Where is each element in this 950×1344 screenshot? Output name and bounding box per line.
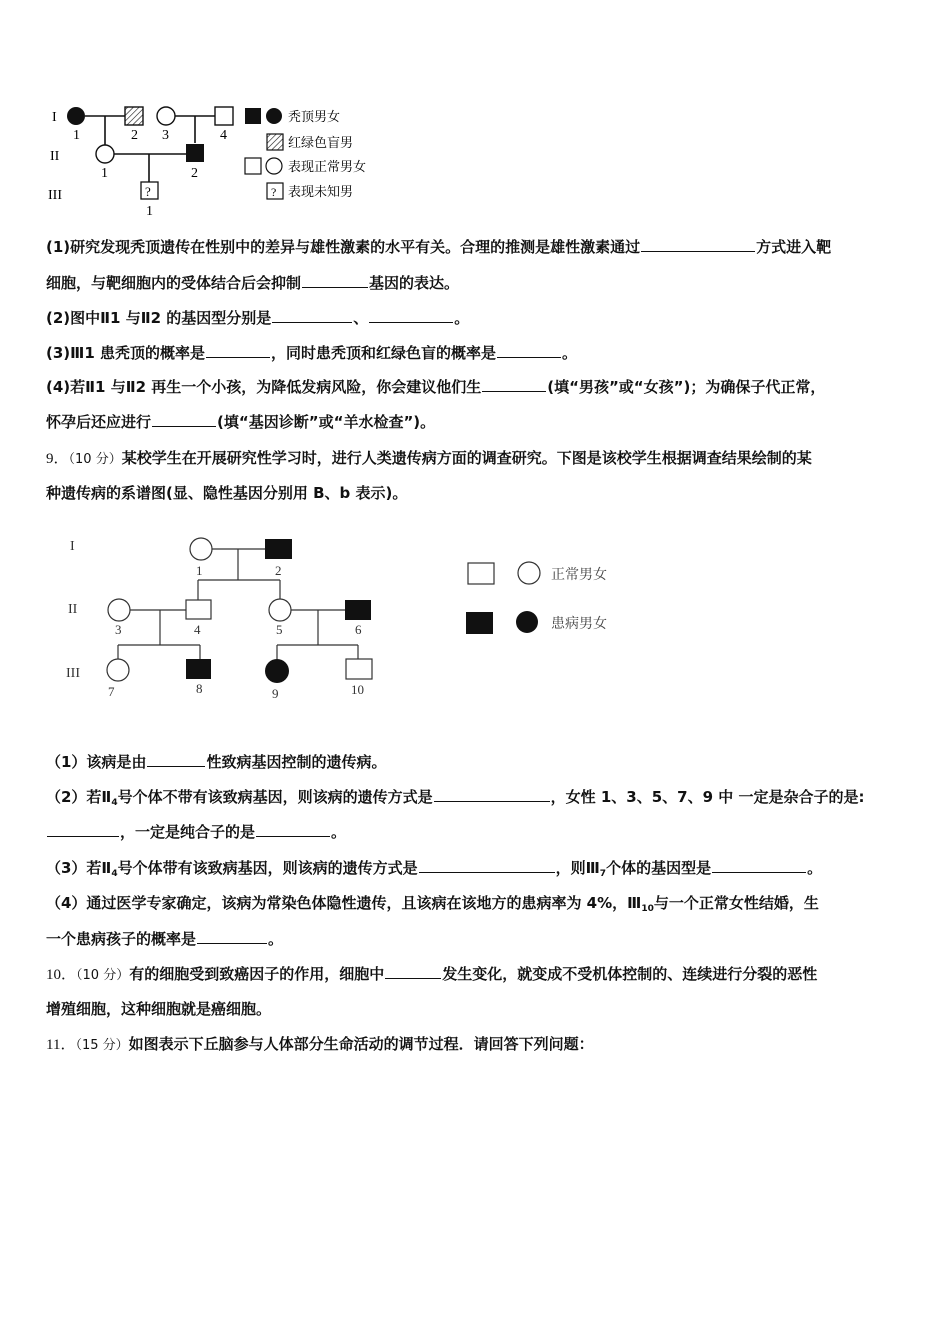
legend-normal: 表现正常男女 bbox=[288, 160, 367, 175]
legend-colorblind: 红绿色盲男 bbox=[288, 136, 354, 151]
q9-sub2-line1: （2）若$Ⅱ_4$号个体不带有该致病基因，则该病的遗传方式是 ，女性 1、3、5、7、9 中 一定是杂合子的是: bbox=[46, 788, 865, 808]
num-6: 6 bbox=[355, 622, 362, 637]
q9-stem-line2: 种遗传病的系谱图(显、隐性基因分别用 B、b 表示)。 bbox=[46, 484, 408, 502]
num-4: 4 bbox=[194, 622, 201, 637]
III8-affected-male bbox=[186, 659, 211, 679]
num-I3: 3 bbox=[162, 128, 169, 143]
answer-blank[interactable] bbox=[434, 786, 550, 802]
legend-normal-male bbox=[468, 563, 494, 584]
III9-affected-female bbox=[265, 659, 289, 683]
legend-affected-male bbox=[245, 108, 261, 124]
II6-affected-male bbox=[345, 600, 371, 620]
answer-blank[interactable] bbox=[369, 307, 453, 323]
q10-line2: 增殖细胞，这种细胞就是癌细胞。 bbox=[46, 1000, 272, 1018]
II5-normal-female bbox=[269, 599, 291, 621]
I1-normal-female bbox=[190, 538, 212, 560]
num-II2: 2 bbox=[191, 166, 198, 181]
q8-part1-line2: 细胞，与靶细胞内的受体结合后会抑制 基因的表达。 bbox=[46, 274, 460, 292]
II2-affected-male bbox=[186, 144, 204, 162]
q9-sub4-line1: （4）通过医学专家确定，该病为常染色体隐性遗传，且该病在该地方的患病率为 4%，$Ⅲ_{10}$与一个正常女性结婚，生 bbox=[46, 894, 819, 914]
legend-colorblind-male bbox=[267, 134, 283, 150]
num-5: 5 bbox=[276, 622, 283, 637]
q8-part4-line1: (4)若Ⅱ1 与Ⅱ2 再生一个小孩，为降低发病风险，你会建议他们生 (填“男孩”或“女孩”)；为确保子代正常， bbox=[46, 378, 826, 396]
legend-affected-male bbox=[466, 612, 493, 634]
pedigree-figure-2 bbox=[60, 530, 640, 705]
answer-blank[interactable] bbox=[272, 307, 352, 323]
q11-stem: 11．（15 分）如图表示下丘脑参与人体部分生命活动的调节过程．请回答下列问题： bbox=[46, 1035, 594, 1053]
pedigree-figure-1 bbox=[46, 98, 386, 220]
III7-normal-female bbox=[107, 659, 129, 681]
II4-normal-male bbox=[186, 600, 211, 619]
legend-unknown: 表现未知男 bbox=[288, 185, 354, 200]
legend-affected: 患病男女 bbox=[551, 616, 607, 632]
legend-normal: 正常男女 bbox=[551, 567, 607, 583]
I4-normal-male bbox=[215, 107, 233, 125]
legend-unknown-mark: ? bbox=[271, 185, 277, 199]
gen-label-III: III bbox=[48, 188, 62, 203]
question-number: 9． bbox=[46, 451, 69, 467]
I2-colorblind-male bbox=[125, 107, 143, 125]
num-10: 10 bbox=[351, 682, 364, 697]
I3-normal-female bbox=[157, 107, 175, 125]
III10-normal-male bbox=[346, 659, 372, 679]
I1-affected-female bbox=[67, 107, 85, 125]
answer-blank[interactable] bbox=[147, 751, 205, 767]
answer-blank[interactable] bbox=[497, 342, 561, 358]
gen-label-I: I bbox=[70, 539, 75, 554]
legend-normal-female bbox=[266, 158, 282, 174]
num-2: 2 bbox=[275, 563, 282, 578]
num-3: 3 bbox=[115, 622, 122, 637]
q8-part2: (2)图中Ⅱ1 与Ⅱ2 的基因型分别是 、 。 bbox=[46, 309, 470, 327]
q9-stem-line1: 9．（10 分）某校学生在开展研究性学习时，进行人类遗传病方面的调查研究。下图是该校学生根据调查结果绘制的某 bbox=[46, 449, 812, 467]
q9-sub1: （1）该病是由 性致病基因控制的遗传病。 bbox=[46, 753, 387, 771]
answer-blank[interactable] bbox=[482, 376, 546, 392]
gen-label-I: I bbox=[52, 110, 57, 125]
question-number: 11． bbox=[46, 1037, 76, 1053]
answer-blank[interactable] bbox=[206, 342, 270, 358]
q8-part4-line2: 怀孕后还应进行 (填“基因诊断”或“羊水检查”)。 bbox=[46, 413, 436, 431]
q9-sub3: （3）若$Ⅱ_4$号个体带有该致病基因，则该病的遗传方式是 ，则$Ⅲ_7$个体的基因型是 。 bbox=[46, 859, 823, 879]
num-III1: 1 bbox=[146, 204, 153, 219]
answer-blank[interactable] bbox=[197, 928, 267, 944]
q8-part1-line1: (1)研究发现秃顶遗传在性别中的差异与雄性激素的水平有关。合理的推测是雄性激素通过 方式进入靶 bbox=[46, 238, 832, 256]
num-I4: 4 bbox=[220, 128, 227, 143]
q9-sub4-line2: 一个患病孩子的概率是 。 bbox=[46, 930, 284, 948]
num-II1: 1 bbox=[101, 166, 108, 181]
II1-normal-female bbox=[96, 145, 114, 163]
unknown-mark: ? bbox=[145, 184, 151, 199]
gen-label-II: II bbox=[50, 149, 60, 164]
answer-blank[interactable] bbox=[152, 411, 216, 427]
num-1: 1 bbox=[196, 563, 203, 578]
num-I2: 2 bbox=[131, 128, 138, 143]
gen-label-II: II bbox=[68, 602, 78, 617]
II3-normal-female bbox=[108, 599, 130, 621]
num-9: 9 bbox=[272, 686, 279, 701]
q10-line1: 10．（10 分）有的细胞受到致癌因子的作用，细胞中 发生变化，就变成不受机体控制的、连续进行分裂的恶性 bbox=[46, 965, 818, 983]
answer-blank[interactable] bbox=[47, 821, 119, 837]
answer-blank[interactable] bbox=[641, 236, 755, 252]
answer-blank[interactable] bbox=[256, 821, 330, 837]
answer-blank[interactable] bbox=[419, 857, 555, 873]
q8-part3: (3)Ⅲ1 患秃顶的概率是 ，同时患秃顶和红绿色盲的概率是 。 bbox=[46, 344, 578, 362]
legend-normal-female bbox=[518, 562, 540, 584]
question-number: 10． bbox=[46, 967, 77, 983]
legend-affected-female bbox=[266, 108, 282, 124]
num-7: 7 bbox=[108, 684, 115, 699]
legend-normal-male bbox=[245, 158, 261, 174]
legend-bald: 秃顶男女 bbox=[288, 110, 341, 125]
answer-blank[interactable] bbox=[302, 272, 368, 288]
num-I1: 1 bbox=[73, 128, 80, 143]
num-8: 8 bbox=[196, 681, 203, 696]
gen-label-III: III bbox=[66, 666, 80, 681]
q9-sub2-line2: ，一定是纯合子的是 。 bbox=[46, 821, 920, 843]
answer-blank[interactable] bbox=[712, 857, 806, 873]
legend-affected-female bbox=[516, 611, 538, 633]
answer-blank[interactable] bbox=[385, 963, 441, 979]
I2-affected-male bbox=[265, 539, 292, 559]
